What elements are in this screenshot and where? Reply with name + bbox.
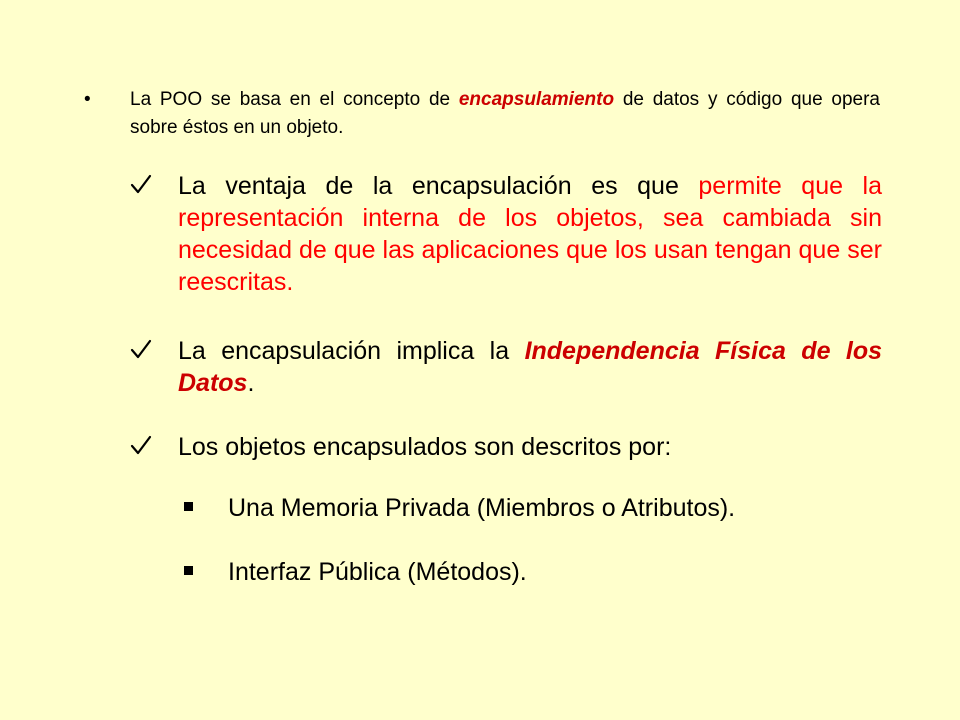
bullet-dot-icon: • [84,89,91,110]
point-advantage [130,170,882,298]
subpoint-private-memory [184,492,884,524]
square-bullet-icon [184,566,193,575]
point-described-by-text: Los objetos encapsulados son descritos por: [178,433,672,461]
advantage-text-highlight: permite que la representación interna de los objetos, sea cambiada sin necesidad de que las aplicaciones que los usan tengan que ser reescritas. [178,172,882,296]
intro-text-after: de datos y código que opera sobre éstos en un objeto. [130,89,880,138]
check-icon [130,338,152,360]
point-independence [130,335,882,399]
intro-emphasis: encapsulamiento [458,89,615,110]
subpoint-public-interface-text: Interfaz Pública (Métodos). [228,558,527,586]
check-icon [130,173,152,195]
independence-text-after: . [247,369,255,397]
point-described-by [130,431,882,463]
intro-text-before: La POO se basa en el concepto de [130,89,459,110]
point-advantage-text [178,170,882,298]
advantage-text-before: La ventaja de la encapsulación es que [178,172,699,200]
point-independence-text [178,335,882,399]
intro-bullet [84,86,880,142]
subpoint-public-interface [184,556,884,588]
subpoint-private-memory-text: Una Memoria Privada (Miembros o Atributos). [228,494,736,522]
independence-text-highlight: Independencia Física de los Datos [178,337,883,397]
intro-text [130,86,880,142]
check-icon [130,434,152,456]
independence-text-before: La encapsulación implica la [178,337,525,365]
square-bullet-icon [184,502,193,511]
